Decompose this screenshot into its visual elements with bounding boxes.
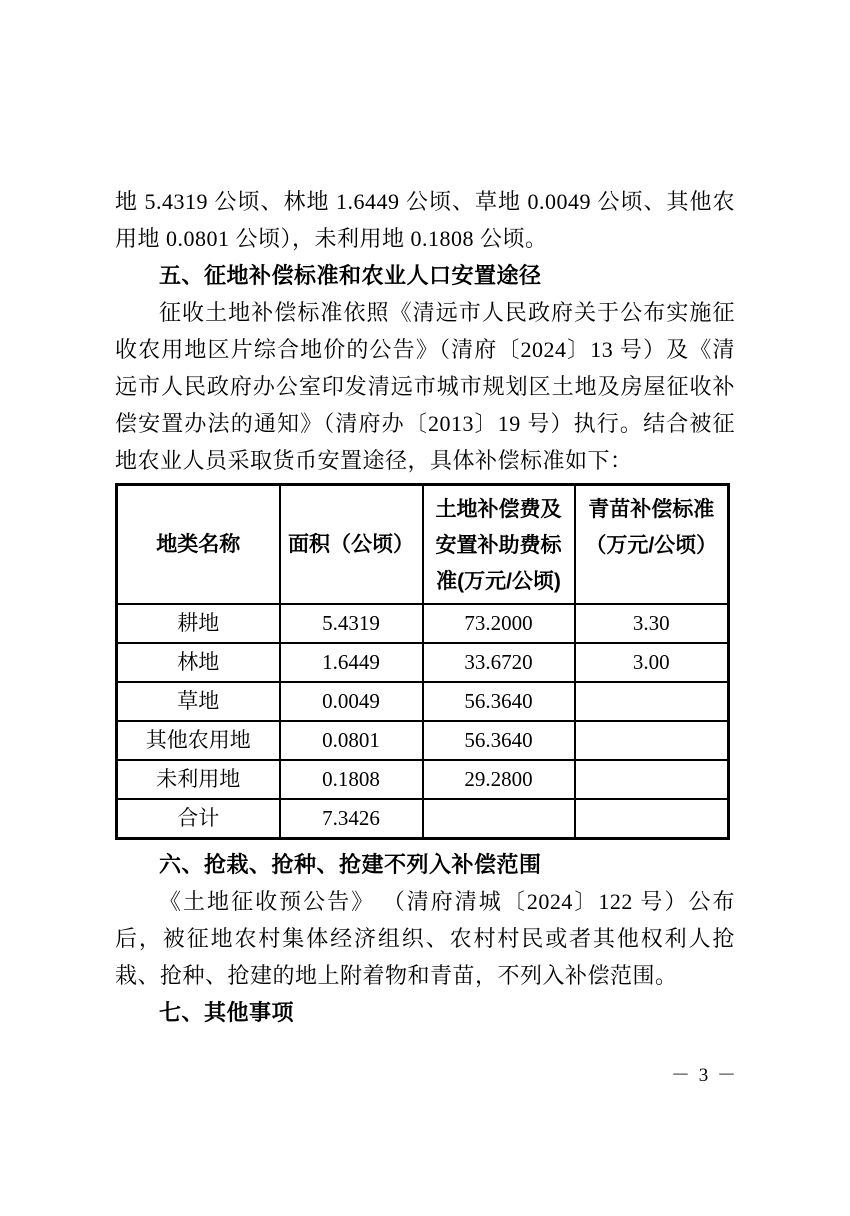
cell-seedling-compensation: 3.00 <box>575 643 729 682</box>
cell-land-type: 耕地 <box>117 604 280 643</box>
table-row-forest-land <box>117 643 729 682</box>
cell-land-compensation: 33.6720 <box>423 643 575 682</box>
cell-land-compensation: 56.3640 <box>423 682 575 721</box>
column-header-land-compensation-standard: 土地补偿费及安置补助费标准(万元/公顷) <box>423 485 575 605</box>
cell-area: 1.6449 <box>280 643 423 682</box>
cell-area: 0.1808 <box>280 760 423 799</box>
cell-land-type: 林地 <box>117 643 280 682</box>
cell-land-type: 合计 <box>117 799 280 839</box>
cell-seedling-compensation <box>575 682 729 721</box>
section6-heading: 六、抢栽、抢种、抢建不列入补偿范围 <box>159 852 542 877</box>
section5-paragraph: 征收土地补偿标准依照《清远市人民政府关于公布实施征收农用地区片综合地价的公告》（清府〔2024〕13 号）及《清远市人民政府办公室印发清远市城市规划区土地及房屋征收补偿安置办法的通知》（清府办〔2013〕19 号）执行。结合被征地农业人员采取货币安置途径，具体补偿标准如下： <box>115 300 735 473</box>
table-row-grassland <box>117 682 729 721</box>
intro-paragraph: 地 5.4319 公顷、林地 1.6449 公顷、草地 0.0049 公顷、其他农用地 0.0801 公顷），未利用地 0.1808 公顷。 <box>115 189 735 251</box>
table-row-cultivated-land <box>117 604 729 643</box>
cell-area: 7.3426 <box>280 799 423 839</box>
cell-land-compensation: 56.3640 <box>423 721 575 760</box>
column-header-seedling-compensation-standard: 青苗补偿标准（万元/公顷） <box>575 485 729 605</box>
cell-area: 0.0801 <box>280 721 423 760</box>
cell-land-type: 未利用地 <box>117 760 280 799</box>
table-row-total <box>117 799 729 839</box>
section6-paragraph: 《土地征收预公告》 （清府清城〔2024〕122 号）公布后，被征地农村集体经济组织、农村村民或者其他权利人抢栽、抢种、抢建的地上附着物和青苗，不列入补偿范围。 <box>115 889 735 988</box>
compensation-table <box>115 483 730 840</box>
cell-seedling-compensation: 3.30 <box>575 604 729 643</box>
cell-land-type: 草地 <box>117 682 280 721</box>
cell-area: 0.0049 <box>280 682 423 721</box>
document-content <box>115 183 735 1031</box>
table-header-row <box>117 485 729 605</box>
cell-land-type: 其他农用地 <box>117 721 280 760</box>
cell-seedling-compensation <box>575 721 729 760</box>
column-header-area: 面积（公顷） <box>280 485 423 605</box>
page-number: － 3 － <box>670 1065 738 1086</box>
cell-area: 5.4319 <box>280 604 423 643</box>
cell-land-compensation: 73.2000 <box>423 604 575 643</box>
column-header-land-type: 地类名称 <box>117 485 280 605</box>
cell-seedling-compensation <box>575 799 729 839</box>
table-row-unused-land <box>117 760 729 799</box>
table-row-other-agricultural-land <box>117 721 729 760</box>
cell-land-compensation <box>423 799 575 839</box>
cell-land-compensation: 29.2800 <box>423 760 575 799</box>
section7-heading: 七、其他事项 <box>159 1000 295 1025</box>
section5-heading: 五、征地补偿标准和农业人口安置途径 <box>159 263 542 288</box>
cell-seedling-compensation <box>575 760 729 799</box>
